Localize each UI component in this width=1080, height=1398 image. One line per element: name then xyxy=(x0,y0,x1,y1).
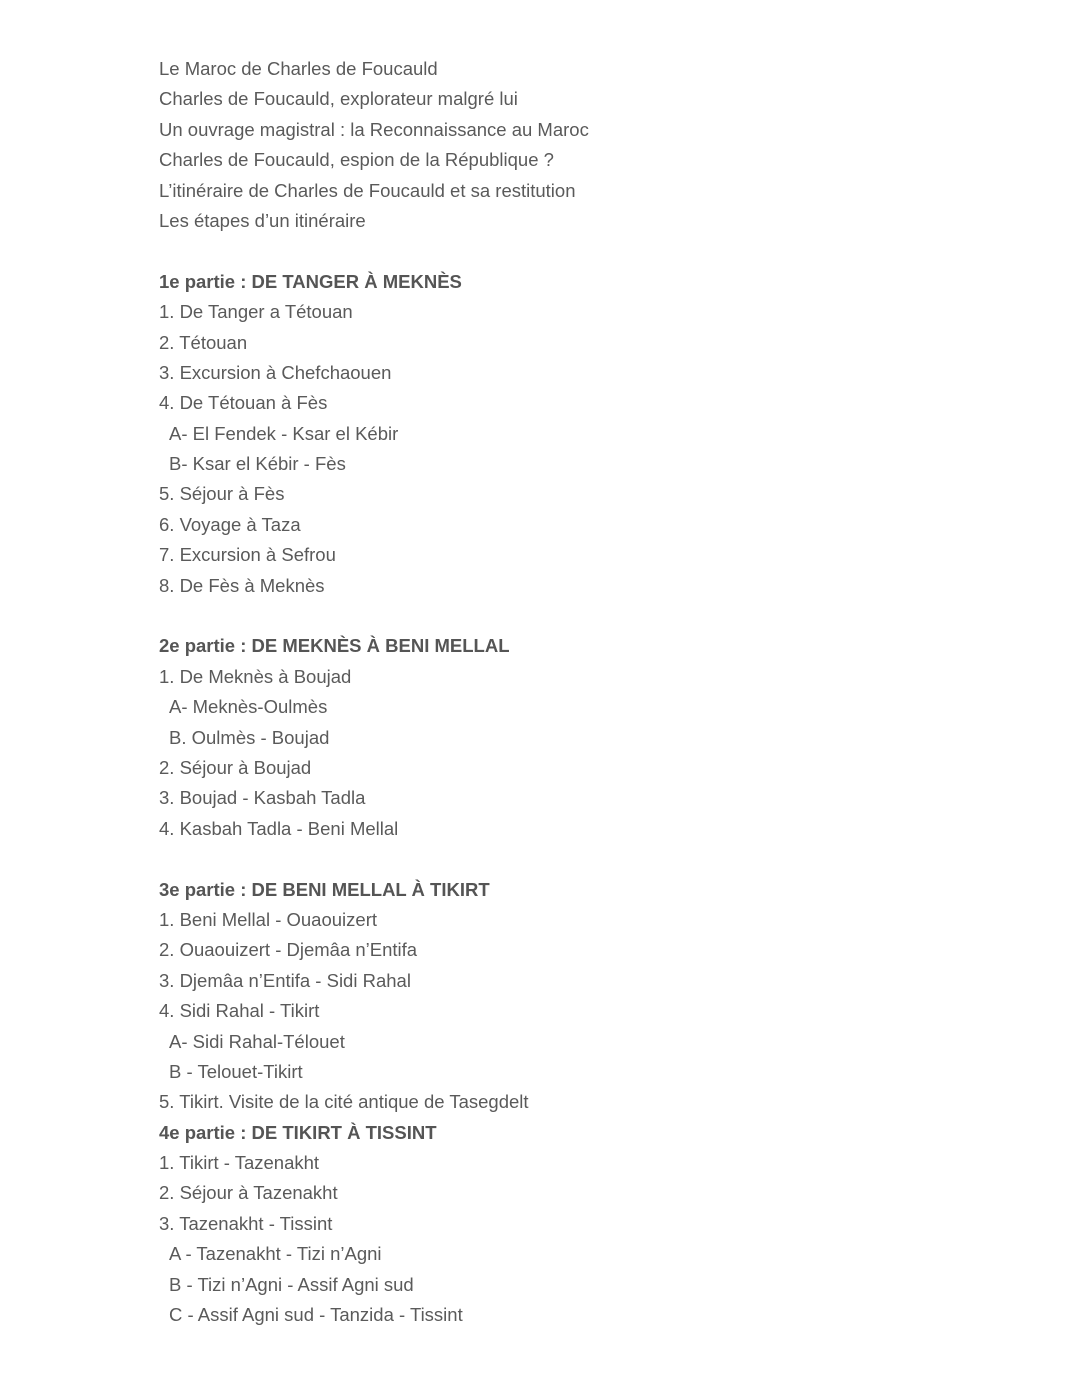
sub-list-item: B - Telouet-Tikirt xyxy=(169,1060,303,1082)
list-item: 2. Séjour à Boujad xyxy=(159,756,312,778)
list-item: 4. Sidi Rahal - Tikirt xyxy=(159,1000,320,1022)
document-page xyxy=(159,54,1019,1330)
list-item: 6. Voyage à Taza xyxy=(159,513,301,535)
sub-list-item: A - Tazenakht - Tizi n’Agni xyxy=(169,1243,382,1265)
list-item: 2. Tétouan xyxy=(159,331,248,353)
part3-section xyxy=(159,875,1019,1118)
spacer xyxy=(159,844,1019,874)
sub-list-item: A- Sidi Rahal-Télouet xyxy=(169,1030,345,1052)
sub-list-item: B. Oulmès - Boujad xyxy=(169,726,330,748)
part2-section xyxy=(159,631,1019,844)
list-item: 1. Tikirt - Tazenakht xyxy=(159,1152,320,1174)
list-item: 4. Kasbah Tadla - Beni Mellal xyxy=(159,817,399,839)
list-item: 5. Séjour à Fès xyxy=(159,483,285,505)
list-item: 5. Tikirt. Visite de la cité antique de Tasegdelt xyxy=(159,1091,529,1113)
list-item: 1. De Meknès à Boujad xyxy=(159,665,352,687)
sub-list-item: A- Meknès-Oulmès xyxy=(169,696,328,718)
spacer xyxy=(159,236,1019,266)
intro-line: Charles de Foucauld, explorateur malgré lui xyxy=(159,88,518,110)
part1-section xyxy=(159,267,1019,601)
sub-list-item: B- Ksar el Kébir - Fès xyxy=(169,453,346,475)
list-item: 3. Excursion à Chefchaouen xyxy=(159,361,392,383)
list-item: 8. De Fès à Meknès xyxy=(159,574,325,596)
intro-line: Charles de Foucauld, espion de la République ? xyxy=(159,149,554,171)
part4-heading: 4e partie : DE TIKIRT À TISSINT xyxy=(159,1121,437,1143)
intro-line: Les étapes d’un itinéraire xyxy=(159,209,366,231)
list-item: 1. De Tanger a Tétouan xyxy=(159,301,353,323)
intro-line: Un ouvrage magistral : la Reconnaissance au Maroc xyxy=(159,118,589,140)
part2-heading: 2e partie : DE MEKNÈS À BENI MELLAL xyxy=(159,635,510,657)
part4-section xyxy=(159,1118,1019,1331)
list-item: 2. Séjour à Tazenakht xyxy=(159,1182,338,1204)
list-item: 1. Beni Mellal - Ouaouizert xyxy=(159,908,377,930)
intro-section xyxy=(159,54,1019,236)
intro-line: Le Maroc de Charles de Foucauld xyxy=(159,58,438,79)
spacer xyxy=(159,601,1019,631)
list-item: 2. Ouaouizert - Djemâa n’Entifa xyxy=(159,939,418,961)
list-item: 7. Excursion à Sefrou xyxy=(159,544,336,566)
part1-heading: 1e partie : DE TANGER À MEKNÈS xyxy=(159,270,462,292)
intro-line: L’itinéraire de Charles de Foucauld et sa restitution xyxy=(159,179,576,201)
list-item: 3. Boujad - Kasbah Tadla xyxy=(159,787,366,809)
sub-list-item: A- El Fendek - Ksar el Kébir xyxy=(169,422,399,444)
sub-list-item: C - Assif Agni sud - Tanzida - Tissint xyxy=(169,1304,463,1326)
part3-heading: 3e partie : DE BENI MELLAL À TIKIRT xyxy=(159,878,490,900)
list-item: 4. De Tétouan à Fès xyxy=(159,392,328,414)
list-item: 3. Djemâa n’Entifa - Sidi Rahal xyxy=(159,969,411,991)
sub-list-item: B - Tizi n’Agni - Assif Agni sud xyxy=(169,1273,414,1295)
list-item: 3. Tazenakht - Tissint xyxy=(159,1212,333,1234)
